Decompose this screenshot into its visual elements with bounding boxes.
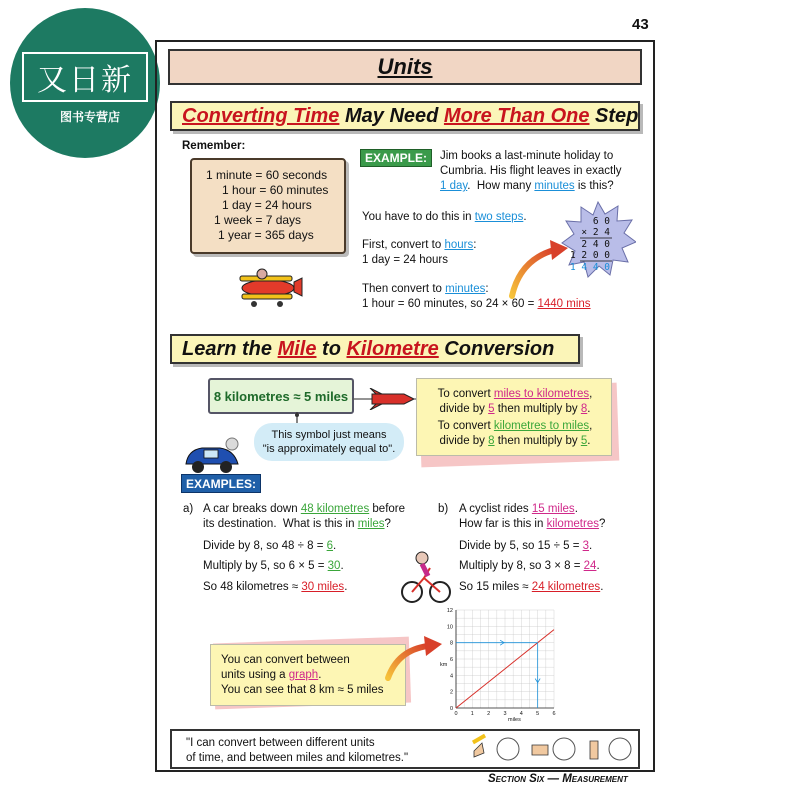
example-a-letter: a) [183, 503, 194, 515]
text: How far is this in [459, 518, 547, 530]
text: , [589, 388, 593, 400]
answer-1440-mins: 1440 mins [537, 298, 591, 310]
conversion-rules-note [416, 378, 612, 456]
keyword-1-day: 1 day [440, 180, 468, 192]
text: units using a [221, 669, 289, 681]
y-tick-label: 6 [449, 657, 453, 663]
text: ? [598, 518, 606, 530]
store-name: 又日新 [22, 52, 148, 102]
thumbs-up-icon [472, 734, 486, 757]
text: Then convert to [362, 283, 446, 295]
text: then multiply by [494, 435, 581, 447]
problem-line [440, 179, 614, 194]
store-subtitle: 图书专营店 [60, 110, 121, 124]
text: Divide by 8, so 48 ÷ 8 = [203, 540, 327, 552]
answer-30-miles: 30 miles [301, 581, 345, 593]
keyword-minutes: minutes [445, 283, 486, 295]
x-tick-label: 1 [470, 711, 474, 717]
divisor: 8 [488, 435, 495, 447]
example-a-line [203, 502, 405, 517]
example-a-step [203, 559, 344, 574]
rocket-illustration [352, 388, 422, 410]
check-circle-icon [553, 738, 575, 760]
text: So 15 miles ≈ [459, 581, 532, 593]
x-tick-label: 4 [519, 711, 523, 717]
answer: 24 [583, 560, 597, 572]
example-b-step [459, 580, 603, 595]
example-a-step [203, 580, 347, 595]
thumbs-sideways-icon [532, 745, 548, 755]
keyword-kilometres: kilometres [546, 518, 599, 530]
x-tick-label: 2 [487, 711, 491, 717]
keyword-hours: hours [444, 239, 474, 251]
text: : [473, 239, 477, 251]
page-title: Units [377, 54, 433, 79]
text: . [523, 211, 527, 223]
text: . How many [467, 180, 535, 192]
example-b-line [459, 502, 578, 517]
check-circle-icon [609, 738, 631, 760]
note-line: This symbol just means [271, 429, 387, 441]
text: ? [384, 518, 391, 530]
problem-line: Jim books a last-minute holiday to [440, 150, 614, 162]
rule-line [417, 420, 613, 432]
heading-part: Kilometre [346, 337, 439, 360]
answer: 6 [326, 540, 334, 552]
heading-part: More Than One [443, 104, 590, 127]
conversion-graph [434, 604, 564, 724]
multiplier: 8 [580, 403, 588, 415]
text: To convert [437, 388, 494, 400]
text: You have to do this in [362, 211, 475, 223]
text: . [340, 560, 344, 572]
remember-label: Remember: [182, 140, 246, 152]
answer: 30 [327, 560, 341, 572]
text: So 48 kilometres ≈ [203, 581, 302, 593]
unit-fact: 1 week = 7 days [214, 213, 302, 227]
multiplication-starburst [560, 200, 636, 280]
text: 1 hour = 60 minutes, so 24 × 60 = [362, 298, 538, 310]
text: . [600, 581, 604, 593]
example-b-letter: b) [438, 503, 449, 515]
graph-grid [456, 610, 554, 708]
text: is this? [574, 180, 614, 192]
note-line: "is approximately equal to". [262, 443, 396, 455]
keyword-graph: graph [288, 669, 319, 681]
unit-fact: 1 year = 365 days [218, 228, 314, 242]
tip-line [221, 668, 321, 683]
then-step-line [362, 282, 489, 297]
y-tick-label: 4 [449, 673, 453, 680]
tip-line: You can see that 8 km ≈ 5 miles [221, 684, 384, 696]
quote-line: "I can convert between different units [186, 737, 375, 749]
calc-row: 1 2 0 0 [569, 250, 610, 261]
calc-row: 1 4 4 0 [569, 262, 610, 273]
x-tick-label: 3 [503, 711, 507, 717]
calc-row: 2 4 0 [581, 239, 610, 250]
unit-fact: 1 day = 24 hours [222, 198, 312, 212]
keyword-48-km: 48 kilometres [300, 503, 370, 515]
text: Multiply by 5, so 6 × 5 = [203, 560, 328, 572]
heading-part: Learn the [182, 337, 278, 360]
section-heading-time [170, 101, 640, 131]
multiplier: 5 [580, 435, 588, 447]
km-miles-scroll: 8 kilometres ≈ 5 miles [208, 378, 354, 414]
rule-line [417, 435, 613, 447]
rule-line [417, 403, 613, 415]
divisor: 5 [488, 403, 495, 415]
heading-part: Converting Time [182, 104, 340, 127]
keyword-miles: miles [357, 518, 385, 530]
text: A car breaks down [203, 503, 301, 515]
answer: 3 [582, 540, 590, 552]
y-tick-label: 2 [449, 689, 453, 696]
title-bar [168, 49, 642, 85]
check-circle-icon [497, 738, 519, 760]
y-tick-label: 8 [449, 640, 453, 647]
heading-part: to [316, 337, 347, 360]
unit-fact: 1 hour = 60 minutes [222, 183, 329, 197]
x-tick-label: 5 [536, 711, 540, 717]
steps-line [362, 210, 527, 225]
example-a-step [203, 539, 336, 554]
text: To convert [437, 420, 494, 432]
text: . [596, 560, 600, 572]
example-label: EXAMPLE: [360, 149, 432, 167]
graph-axes [447, 608, 556, 717]
text: divide by [439, 435, 489, 447]
answer-24-km: 24 kilometres [531, 581, 601, 593]
text: . [344, 581, 348, 593]
text: . [589, 540, 593, 552]
graph-tip-note [210, 644, 406, 706]
approx-symbol-note [254, 423, 404, 461]
thumbs-down-icon [590, 741, 598, 759]
text: its destination. What is this in [203, 518, 358, 530]
first-step-result: 1 day = 24 hours [362, 254, 448, 266]
car-illustration [180, 436, 244, 476]
rule-line [417, 388, 613, 400]
text: . [587, 435, 591, 447]
y-axis-label: km [440, 662, 448, 668]
quote-line: of time, and between miles and kilometres." [186, 752, 409, 764]
heading-part: Conversion [438, 337, 555, 360]
first-step-line [362, 238, 476, 253]
heading-part: Mile [277, 337, 317, 360]
calc-row: 6 0 [592, 216, 610, 227]
confidence-ratings [470, 731, 638, 767]
examples-label: EXAMPLES: [181, 474, 261, 493]
text: . [587, 403, 591, 415]
text: . [318, 669, 322, 681]
keyword-two-steps: two steps [474, 211, 524, 223]
heading-part: Step [589, 104, 639, 127]
page-number: 43 [632, 16, 649, 33]
keyword-km-to-miles: kilometres to miles [493, 420, 590, 432]
unit-fact: 1 minute = 60 seconds [206, 168, 328, 182]
section-footer: Section Six — Measurement [488, 773, 628, 785]
problem-line: Cumbria. His flight leaves in exactly [440, 165, 622, 177]
example-a-line [203, 517, 391, 532]
text: Divide by 5, so 15 ÷ 5 = [459, 540, 583, 552]
keyword-minutes: minutes [534, 180, 575, 192]
y-tick-label: 12 [446, 608, 453, 614]
example-b-step [459, 539, 592, 554]
keyword-miles-to-km: miles to kilometres [493, 388, 590, 400]
text: , [589, 420, 593, 432]
section-heading-mile-km [170, 334, 580, 364]
tip-line: You can convert between [221, 654, 350, 666]
text: then multiply by [494, 403, 581, 415]
time-units-scroll [190, 158, 346, 254]
text: . [574, 503, 578, 515]
keyword-15-miles: 15 miles [531, 503, 575, 515]
text: . [333, 540, 337, 552]
y-tick-label: 0 [449, 706, 453, 712]
text: Multiply by 8, so 3 × 8 = [459, 560, 584, 572]
example-b-step [459, 559, 600, 574]
calc-row: × 2 4 [581, 227, 610, 238]
text: divide by [439, 403, 489, 415]
x-tick-label: 6 [552, 711, 556, 717]
text: First, convert to [362, 239, 445, 251]
y-tick-label: 10 [446, 624, 453, 631]
biplane-illustration [232, 262, 304, 308]
text: : [485, 283, 489, 295]
heading-part: May Need [339, 104, 444, 127]
x-tick-label: 0 [454, 711, 458, 717]
text: A cyclist rides [459, 503, 532, 515]
cyclist-illustration [398, 548, 454, 604]
x-axis-label: miles [508, 717, 521, 723]
example-b-line [459, 517, 605, 532]
text: before [369, 503, 406, 515]
